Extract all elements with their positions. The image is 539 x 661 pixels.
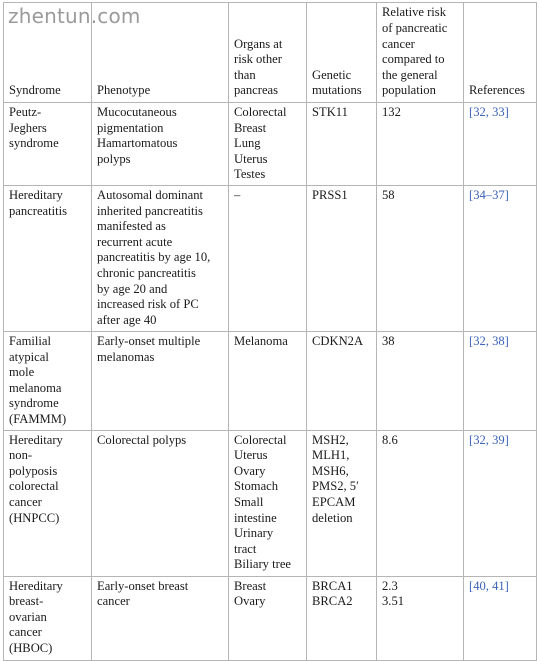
cell-syndrome: Peutz- Jeghers syndrome [4,103,92,186]
reference-link[interactable]: [32, 33] [464,103,537,186]
cell-mutations: CDKN2A [307,331,377,430]
header-phenotype: Phenotype [92,3,229,103]
hereditary-syndromes-table [3,2,537,661]
cell-mutations: MSH2, MLH1, MSH6, PMS2, 5′ EPCAM deletion [307,430,377,576]
reference-link[interactable]: [40, 41] [464,576,537,660]
cell-phenotype: Early-onset multiple melanomas [92,331,229,430]
cell-organs: – [229,185,307,331]
cell-organs: Breast Ovary [229,576,307,660]
cell-syndrome: Hereditary pancreatitis [4,185,92,331]
header-genetic-mutations: Genetic mutations [307,3,377,103]
reference-link[interactable]: [32, 39] [464,430,537,576]
reference-link[interactable]: [32, 38] [464,331,537,430]
cell-organs: Colorectal Uterus Ovary Stomach Small intestine Urinary tract Biliary tree [229,430,307,576]
cell-risk: 132 [377,103,464,186]
cell-mutations: STK11 [307,103,377,186]
cell-risk: 38 [377,331,464,430]
cell-organs: Colorectal Breast Lung Uterus Testes [229,103,307,186]
header-organs-at-risk: Organs at risk other than pancreas [229,3,307,103]
cell-risk: 58 [377,185,464,331]
header-references: References [464,3,537,103]
cell-phenotype: Early-onset breast cancer [92,576,229,660]
table-row [4,430,537,576]
cell-phenotype: Mucocutaneous pigmentation Hamartomatous polyps [92,103,229,186]
cell-phenotype: Colorectal polyps [92,430,229,576]
table-row [4,185,537,331]
cell-mutations: BRCA1 BRCA2 [307,576,377,660]
cell-risk: 8.6 [377,430,464,576]
cell-phenotype: Autosomal dominant inherited pancreatitis manifested as recurrent acute pancreatitis by age 10, chronic pancreatitis by age 20 and increased risk of PC after age 40 [92,185,229,331]
watermark-text: zhentun.com [8,4,141,28]
table-row [4,103,537,186]
cell-syndrome: Familial atypical mole melanoma syndrome (FAMMM) [4,331,92,430]
header-syndrome: Syndrome [4,3,92,103]
cell-syndrome: Hereditary breast- ovarian cancer (HBOC) [4,576,92,660]
header-relative-risk: Relative risk of pancreatic cancer compared to the general population [377,3,464,103]
cell-mutations: PRSS1 [307,185,377,331]
table-row [4,576,537,660]
cell-syndrome: Hereditary non- polyposis colorectal cancer (HNPCC) [4,430,92,576]
cell-risk: 2.3 3.51 [377,576,464,660]
cell-organs: Melanoma [229,331,307,430]
reference-link[interactable]: [34–37] [464,185,537,331]
table-row [4,331,537,430]
